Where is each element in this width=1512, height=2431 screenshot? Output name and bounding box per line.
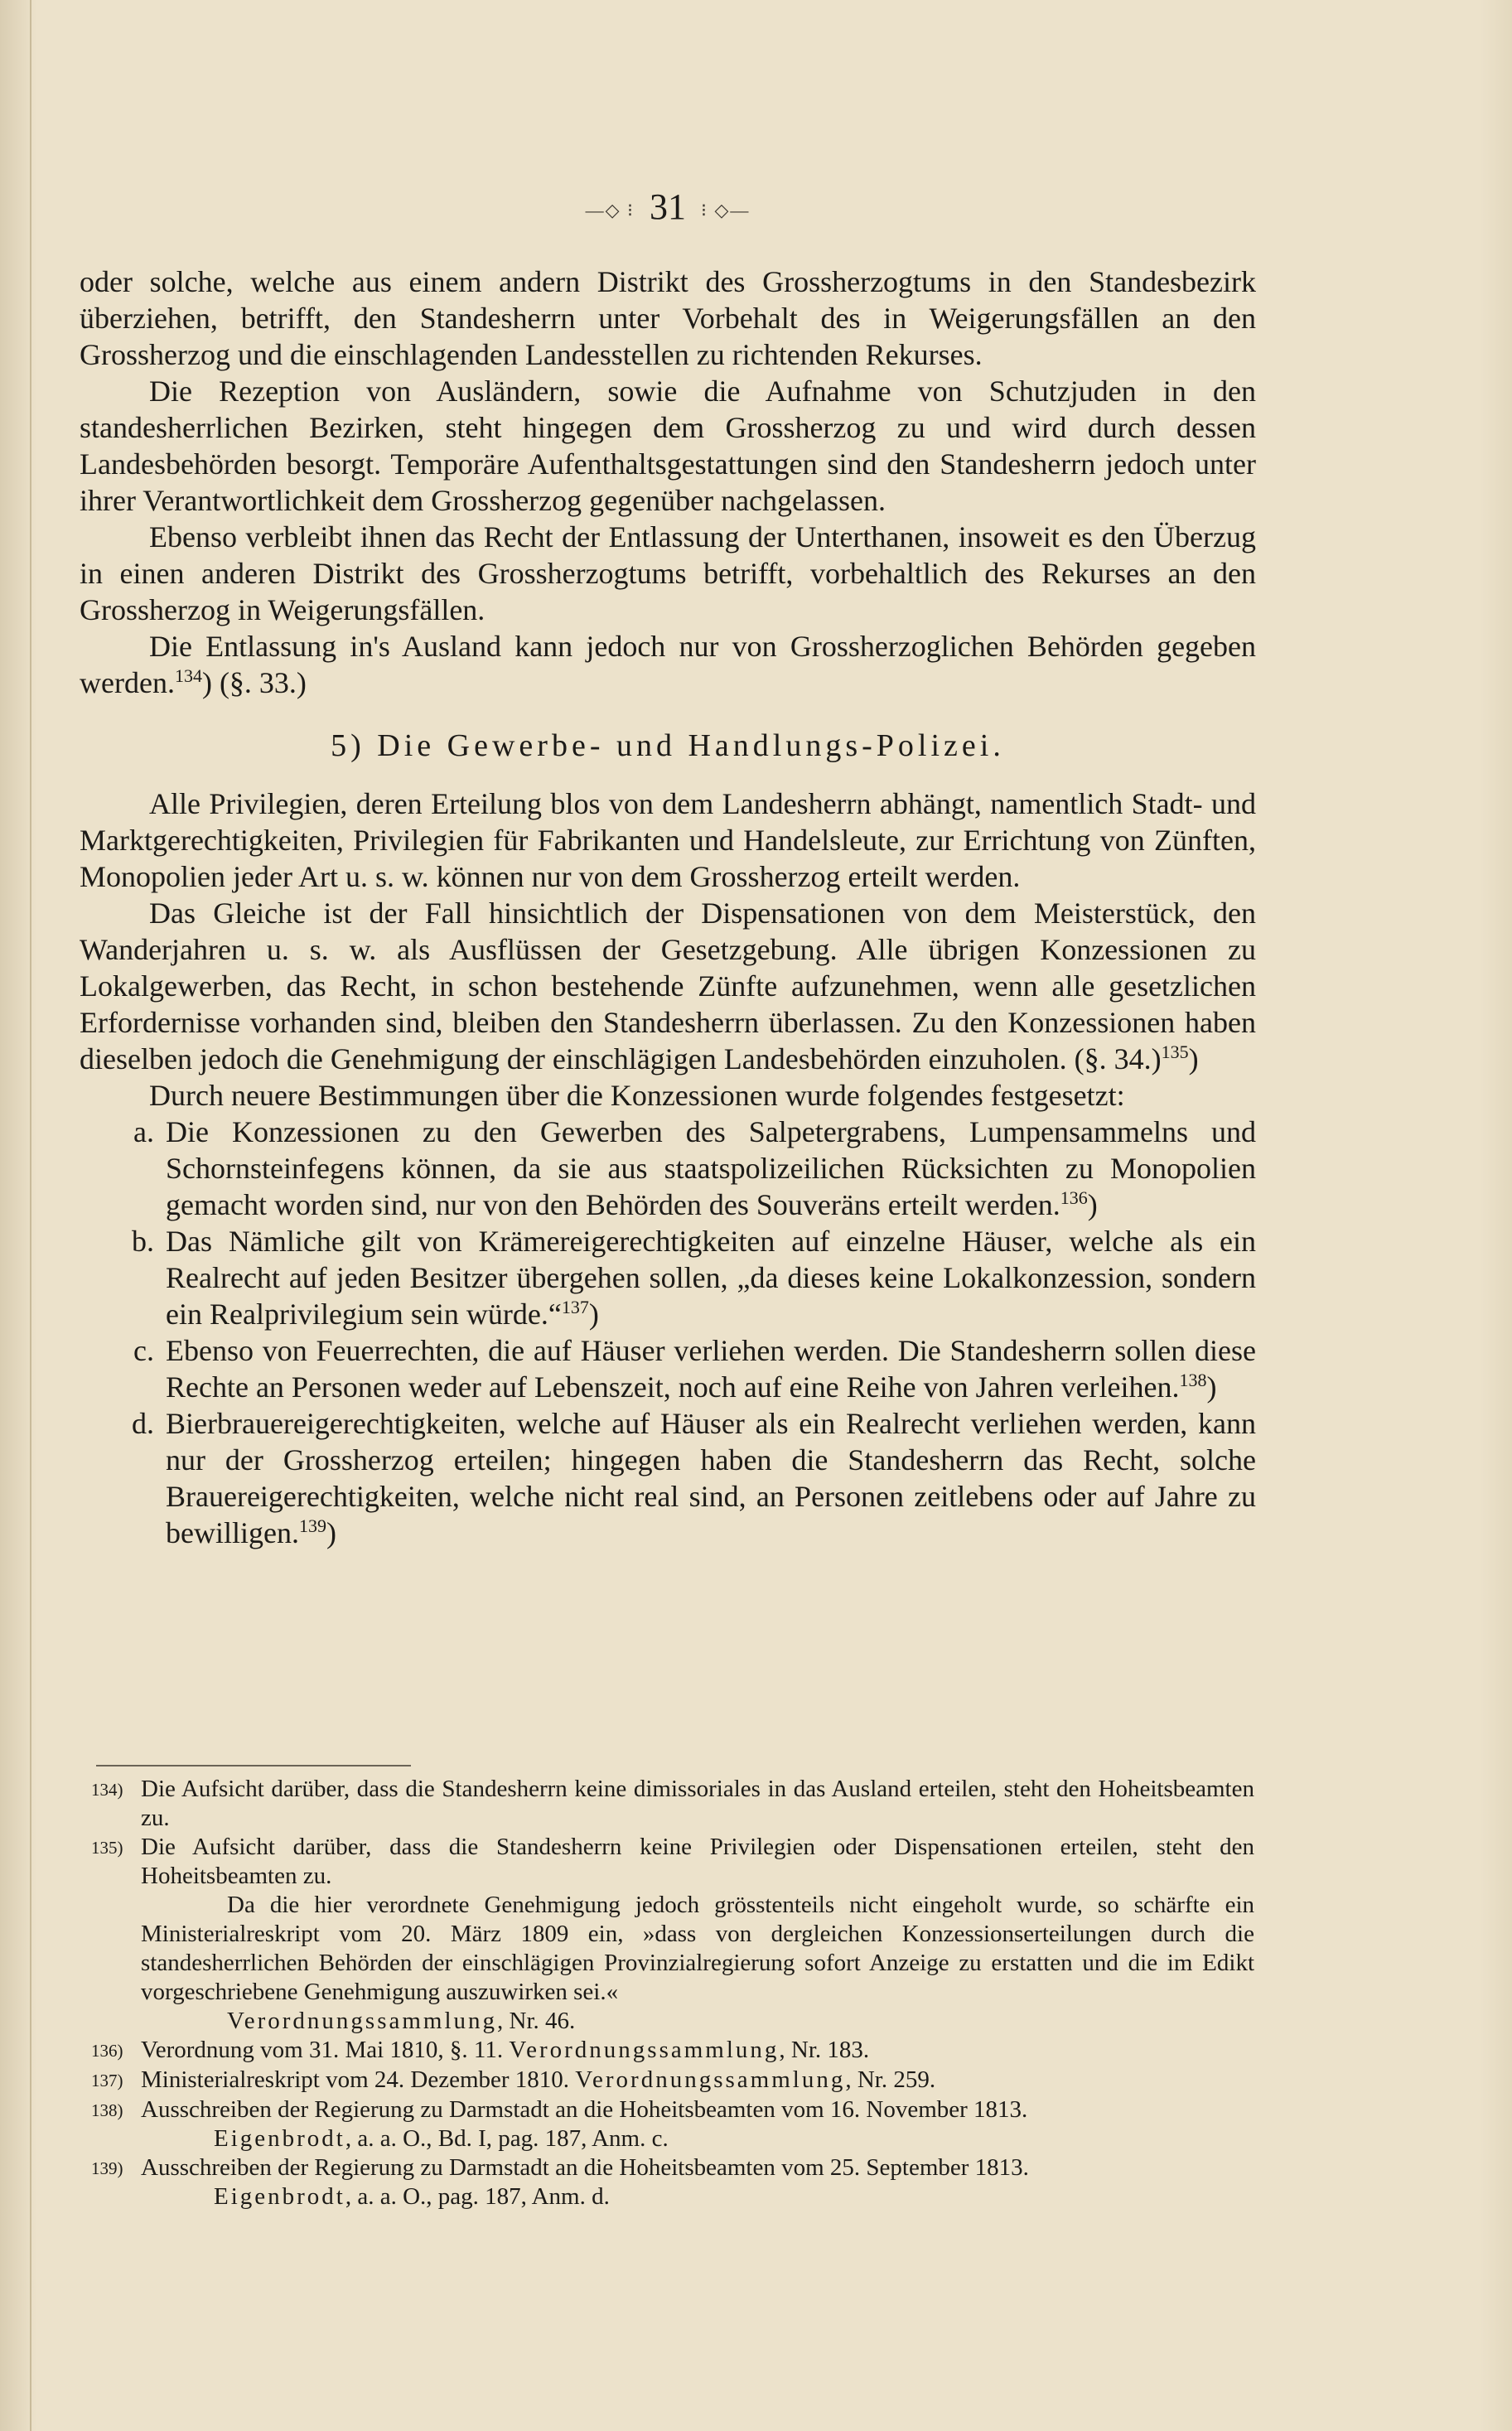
note-text: Verordnung vom 31. Mai 1810, §. 11. xyxy=(141,2037,504,2063)
paragraph: Die Rezeption von Ausländern, sowie die Aufnahme von Schutzjuden in den standesherrlichen Bezirken, steht hingegen dem Grossherzog zu und wird durch dessen Landesbehörden besorgt. Temporäre Aufenthaltsgestattungen sind den Standesherrn jedoch unter ihrer Verantwortlichkeit dem Grossherzog gegenüber nachgelassen. xyxy=(80,375,1256,517)
ref-tail: ) xyxy=(1188,1042,1199,1075)
paragraph: Alle Privilegien, deren Erteilung blos von dem Landesherrn abhängt, namentlich Stadt- und Marktgerechtigkeiten, Privilegien für Fabrikanten und Handelsleute, zur Errichtung von Zünften, Monopolien jeder Art u. s. w. können nur von dem Grossherzog erteilt werden. xyxy=(80,787,1256,893)
source-detail: , a. a. O., pag. 187, Anm. d. xyxy=(345,2183,610,2210)
footnote-label: 136) xyxy=(91,2041,123,2061)
source-title: Verordnungssammlung xyxy=(227,2008,498,2034)
paragraph-text: Das Gleiche ist der Fall hinsichtlich der Dispensationen von dem Meisterstück, den Wanderjahren u. s. w. als Ausflüssen der Gesetzgebung. Alle übrigen Konzessionen zu Lokalgewerben, das Recht, in schon bestehende Zünfte aufzunehmen, wenn alle gesetzlichen Erfordernisse vorhanden sind, bleiben den Standesherrn überlassen. Zu den Konzessionen haben dieselben jedoch die Genehmigung der einschlägigen Landesbehörden einzuholen. (§. 34.) xyxy=(80,897,1256,1075)
footnote-label: 134) xyxy=(91,1780,123,1800)
footnote-label: 135) xyxy=(91,1838,123,1858)
header-ornament-right: ⁝ ◇— xyxy=(701,199,751,220)
footnote-137 xyxy=(91,2066,1254,2095)
list-item xyxy=(80,1223,1256,1332)
list-item xyxy=(80,1405,1256,1551)
footnote-135 xyxy=(91,1833,1254,2036)
footnote-134 xyxy=(91,1775,1254,1833)
paragraph-text: Die Entlassung in's Ausland kann jedoch nur von Grossherzoglichen Behörden gegeben werden. xyxy=(80,630,1256,699)
item-text: Das Nämliche gilt von Krämereigerechtigkeiten auf einzelne Häuser, welche als ein Realrecht auf jeden Besitzer übergehen sollen, „da dieses keine Lokalkonzession, sondern ein Realprivilegium sein würde.“ xyxy=(166,1225,1256,1331)
list-item xyxy=(80,1332,1256,1405)
list-text xyxy=(166,1332,1256,1405)
list-label: c. xyxy=(133,1334,154,1367)
item-text: Die Konzessionen zu den Gewerben des Salpetergrabens, Lumpensammelns und Schornsteinfegens können, da sie aus staatspolizeilichen Rücksichten zu Monopolien gemacht worden sind, nur von den Behörden des Souveräns erteilt werden. xyxy=(166,1115,1256,1221)
footnote-ref: 139 xyxy=(298,1515,326,1536)
footnote-text: Die Aufsicht darüber, dass die Standesherrn keine Privilegien oder Dispensationen erteilen, steht den Hoheitsbeamten zu. xyxy=(141,1834,1254,1889)
footnote-text xyxy=(141,2066,1254,2095)
footnote-ref: 138 xyxy=(1179,1370,1207,1390)
footnote-ref: 136 xyxy=(1060,1187,1088,1208)
footnote-text: Ausschreiben der Regierung zu Darmstadt an die Hoheitsbeamten vom 25. September 1813. xyxy=(141,2154,1029,2181)
footnote-source xyxy=(141,2007,1254,2036)
list-text xyxy=(166,1114,1256,1223)
section-ref: ) (§. 33.) xyxy=(201,666,307,699)
footnotes xyxy=(91,1775,1254,2211)
list-text xyxy=(166,1223,1256,1332)
list-item xyxy=(80,1114,1256,1223)
footnote-source xyxy=(141,2182,1254,2211)
page-header xyxy=(80,182,1256,235)
list-label: b. xyxy=(132,1225,154,1258)
list-text xyxy=(166,1405,1256,1551)
footnote-rule xyxy=(96,1765,411,1766)
book-page xyxy=(80,0,1256,2431)
footnote-ref: 135 xyxy=(1161,1042,1189,1062)
footnote-136 xyxy=(91,2036,1254,2066)
footnote-ref: 134 xyxy=(174,665,202,686)
footnote-label: 139) xyxy=(91,2158,123,2178)
source-detail: , Nr. 46. xyxy=(497,2008,576,2034)
footnote-source xyxy=(141,2124,1254,2153)
item-text: Ebenso von Feuerrechten, die auf Häuser verliehen werden. Die Standesherrn sollen diese Rechte an Personen weder auf Lebenszeit, noch auf eine Reihe von Jahren verleihen. xyxy=(166,1334,1256,1404)
source-author: Eigenbrodt xyxy=(214,2183,345,2210)
gutter-line xyxy=(30,0,31,2431)
source-title: Verordnungssammlung xyxy=(575,2066,846,2093)
paragraph xyxy=(80,895,1256,1077)
page-edge-right xyxy=(1479,0,1512,2431)
footnote-139 xyxy=(91,2153,1254,2211)
ref-tail: ) xyxy=(326,1516,336,1549)
header-ornament-left: —◇ ⁝ xyxy=(585,199,635,220)
page-number: 31 xyxy=(650,186,686,227)
section-heading: 5) Die Gewerbe- und Handlungs-Polizei. xyxy=(331,728,1005,763)
item-text: Bierbrauereigerechtigkeiten, welche auf Häuser als ein Realrecht verliehen werden, kann nur der Grossherzog erteilen; hingegen haben die Standesherrn das Recht, solche Brauereigerechtigkeiten, welche nicht real sind, an Personen zeitlebens oder auf Jahre zu bewilligen. xyxy=(166,1407,1256,1549)
footnote-138 xyxy=(91,2095,1254,2153)
source-detail: , Nr. 183. xyxy=(779,2037,870,2063)
source-detail: , Nr. 259. xyxy=(845,2066,936,2093)
footnote-text: Die Aufsicht darüber, dass die Standesherrn keine dimissoriales in das Ausland erteilen, steht den Hoheitsbeamten zu. xyxy=(141,1776,1254,1831)
footnote-text: Ausschreiben der Regierung zu Darmstadt an die Hoheitsbeamten vom 16. November 1813. xyxy=(141,2096,1028,2123)
list-label: d. xyxy=(132,1407,154,1440)
ref-tail: ) xyxy=(1206,1370,1217,1404)
main-text xyxy=(80,263,1256,1551)
note-text: Ministerialreskript vom 24. Dezember 1810. xyxy=(141,2066,570,2093)
footnote-ref: 137 xyxy=(561,1297,589,1317)
footnote-text xyxy=(141,2036,1254,2065)
footnote-label: 137) xyxy=(91,2071,123,2090)
footnote-text: Da die hier verordnete Genehmigung jedoch grösstenteils nicht eingeholt wurde, so schärfte ein Ministerialreskript vom 20. März 1809 ein, »dass von dergleichen Konzessionserteilungen durch die standesherrlichen Behörden der einschlägigen Provinzialregierung sofort Anzeige zu erstatten und die im Edikt vorgeschriebene Genehmigung auszuwirken sei.« xyxy=(141,1892,1254,2005)
paragraph xyxy=(80,628,1256,701)
ref-tail: ) xyxy=(588,1298,599,1331)
paragraph: Durch neuere Bestimmungen über die Konzessionen wurde folgendes festgesetzt: xyxy=(149,1079,1125,1112)
paragraph: Ebenso verbleibt ihnen das Recht der Entlassung der Unterthanen, insoweit es den Überzug in einen anderen Distrikt des Grossherzogtums betrifft, vorbehaltlich des Rekurses an den Grossherzog in Weigerungsfällen. xyxy=(80,520,1256,626)
source-detail: , a. a. O., Bd. I, pag. 187, Anm. c. xyxy=(345,2125,669,2152)
ref-tail: ) xyxy=(1087,1188,1098,1221)
source-title: Verordnungssammlung xyxy=(509,2037,780,2063)
footnote-label: 138) xyxy=(91,2100,123,2120)
list-label: a. xyxy=(133,1115,154,1148)
paragraph-continuation: oder solche, welche aus einem andern Distrikt des Grossherzogtums in den Standesbezirk überziehen, betrifft, den Standesherrn unter Vorbehalt des in Weigerungsfällen an den Grossherzog und die einschlagenden Landesstellen zu richtenden Rekurses. xyxy=(80,265,1256,371)
source-author: Eigenbrodt xyxy=(214,2125,345,2152)
